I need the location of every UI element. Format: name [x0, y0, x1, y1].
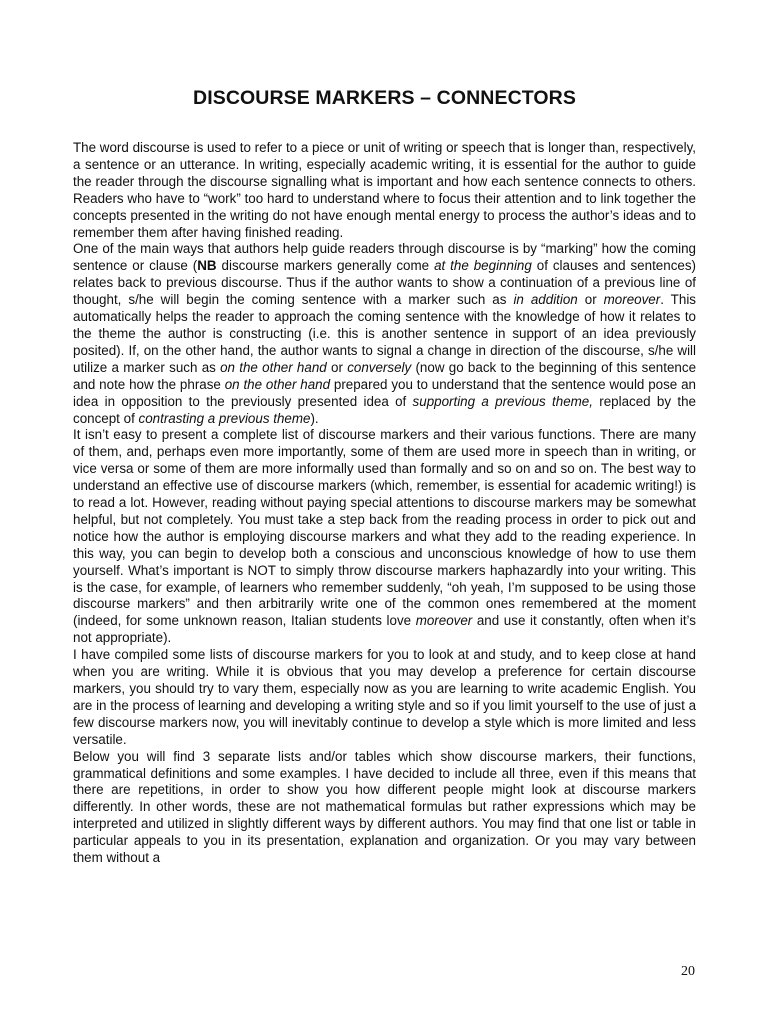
- paragraph-intro: [73, 140, 696, 241]
- paragraph-text: discourse markers generally come: [216, 258, 435, 274]
- italic-phrase: moreover: [603, 292, 661, 308]
- page-title: DISCOURSE MARKERS – CONNECTORS: [193, 87, 576, 109]
- paragraph-tables: [73, 749, 696, 867]
- paragraph-text: and use it constantly, often when it’s not appropriate).: [73, 613, 696, 646]
- paragraph-text: or: [577, 292, 604, 308]
- paragraph-difficulty: [73, 427, 696, 647]
- paragraph-text: . This automatically helps the reader to approach the coming sentence with the knowledge of how it relates to the theme the author is constructing (i.e. this is another sentence in support of an idea previously posited). If, on the other hand, the author wants to signal a change in direction of the discourse, s/he will utilize a marker such as: [73, 292, 696, 375]
- paragraph-text: of clauses and sentences) relates back to previous discourse. Thus if the author wants to show a continuation of a previous line of thought, s/he will begin the coming sentence with a marker such as: [73, 258, 696, 308]
- nb-bold: NB: [197, 258, 217, 274]
- paragraph-text: replaced by the concept of: [73, 393, 696, 426]
- paragraph-text: or: [326, 359, 348, 375]
- italic-phrase: conversely: [347, 359, 412, 375]
- italic-phrase: on the other hand: [220, 359, 327, 375]
- italic-phrase: moreover: [415, 613, 473, 629]
- paragraph-marking: [73, 241, 696, 427]
- italic-phrase: in addition: [513, 292, 578, 308]
- italic-phrase: supporting a previous theme,: [412, 393, 593, 409]
- paragraph-text: ).: [310, 410, 319, 426]
- paragraph-lists: [73, 647, 696, 748]
- paragraph-text: Below you will find 3 separate lists and/or tables which show discourse markers, their functions, grammatical definitions and some examples. I have decided to include all three, even if this means that there are repetitions, in order to show you how different people might look at discourse markers differently. In other words, these are not mathematical formulas but rather expressions which may be interpreted and utilized in slightly different ways by different authors. You may find that one list or table in particular appeals to you in its presentation, explanation and organization. Or you may vary between them without a: [73, 748, 696, 866]
- paragraph-text: The word discourse is used to refer to a piece or unit of writing or speech that is longer than, respectively, a sentence or an utterance. In writing, especially academic writing, it is essential for the author to guide the reader through the discourse signalling what is important and how each sentence connects to others. Readers who have to “work” too hard to understand where to focus their attention and to link together the concepts presented in the writing do not have enough mental energy to process the author’s ideas and to remember them after having finished reading.: [73, 140, 696, 240]
- paragraph-text: It isn’t easy to present a complete list of discourse markers and their various functions. There are many of them, and, perhaps even more importantly, some of them are used more in speech than in writing, or vice versa or some of them are more informally used than formally and so on and so on. The best way to understand an effective use of discourse markers (which, remember, is essential for academic writing!) is to read a lot. However, reading without paying special attentions to discourse markers may be somewhat helpful, but not completely. You must take a step back from the reading process in order to pick out and notice how the author is employing discourse markers and what they add to the reading experience. In this way, you can begin to develop both a conscious and unconscious knowledge of how to use them yourself. What’s important is NOT to simply throw discourse markers haphazardly into your writing. This is the case, for example, of learners who remember suddenly, “oh yeah, I’m supposed to be using those discourse markers” and then arbitrarily write one of the common ones remembered at the moment (indeed, for some unknown reason, Italian students love: [73, 427, 696, 629]
- paragraph-text: I have compiled some lists of discourse markers for you to look at and study, and to keep close at hand when you are writing. While it is obvious that you may develop a preference for certain discourse markers, you should try to vary them, especially now as you are learning to write academic English. You are in the process of learning and developing a writing style and so if you limit yourself to the use of just a few discourse markers now, you will inevitably continue to develop a style which is more limited and less versatile.: [73, 647, 697, 747]
- paragraph-text: (now go back to the beginning of this sentence and note how the phrase: [73, 359, 697, 392]
- italic-phrase: on the other hand: [224, 376, 331, 392]
- paragraph-text: One of the main ways that authors help guide readers through discourse is by “marking” how the coming sentence or clause (: [73, 241, 696, 274]
- page-number: 20: [681, 964, 695, 979]
- paragraph-text: prepared you to understand that the sentence would pose an idea in opposition to the previously presented idea of: [73, 376, 696, 409]
- italic-phrase: contrasting a previous theme: [138, 410, 311, 426]
- document-page: [73, 86, 696, 867]
- italic-phrase: at the beginning: [434, 258, 532, 274]
